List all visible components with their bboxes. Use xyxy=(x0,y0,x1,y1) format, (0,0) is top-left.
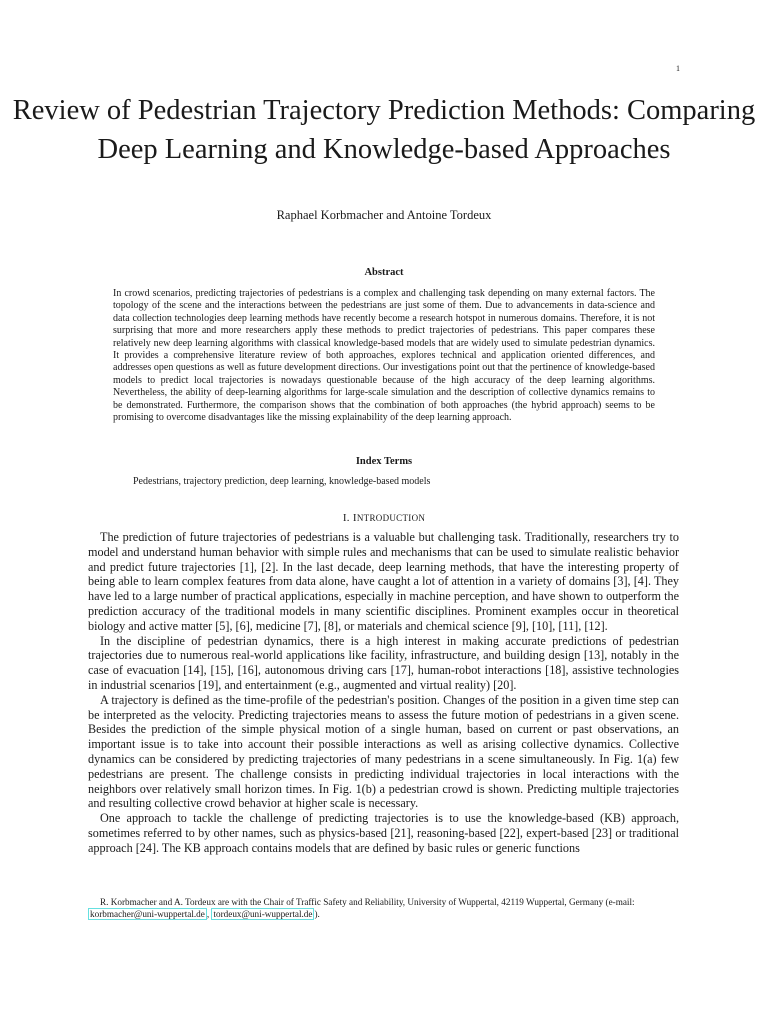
footnote-separator: , xyxy=(206,909,210,919)
paper-authors: Raphael Korbmacher and Antoine Tordeux xyxy=(276,208,492,222)
paragraph: One approach to tackle the challenge of predicting trajectories is to use the knowledge-based (KB) approach, sometimes referred to by other names, such as physics-based [21], reasoning-based [22], expert-based [23] or traditional approach [24]. The KB approach contains models that are defined by basic rules or generic functions xyxy=(88,811,679,855)
section-numeral: I. xyxy=(342,512,350,524)
paragraph: The prediction of future trajectories of pedestrians is a valuable but challenging task. Traditionally, researchers try to model and understand human behavior with simple rules and mechanisms that can be used to simulate realistic behavior and predict future trajectories [1], [2]. In the last decade, deep learning methods, that have the interesting property of being able to learn complex features from data alone, have caught a lot of attention in a variety of domains [3], [4]. They have led to a large number of practical applications, especially in machine perception, and have shown to outperform the prediction accuracy of the traditional models in many scientific disciplines. Prominent examples occur in theoretical biology and active matter [5], [6], medicine [7], [8], or materials and chemical science [9], [10], [11], [12]. xyxy=(88,530,679,633)
paper-title: Review of Pedestrian Trajectory Prediction Methods: Comparing Deep Learning and Knowledge-based Approaches xyxy=(12,95,756,165)
page-number: 1 xyxy=(676,64,680,73)
section-title-rest: NTRODUCTION xyxy=(356,513,426,523)
section-body xyxy=(88,530,679,856)
footnote-text: R. Korbmacher and A. Tordeux are with the Chair of Traffic Safety and Reliability, University of Wuppertal, 42119 Wuppertal, Germany (e-mail: xyxy=(100,897,635,907)
footnote-end: ). xyxy=(314,909,320,919)
author-footnote xyxy=(88,896,679,920)
index-terms-text: Pedestrians, trajectory prediction, deep learning, knowledge-based models xyxy=(133,476,431,487)
paragraph: In the discipline of pedestrian dynamics, there is a high interest in making accurate predictions of pedestrian trajectories due to numerous real-world applications like facility, infrastructure, and building design [13], notably in the case of evacuation [14], [15], [16], autonomous driving cars [17], human-robot interactions [18], assistive technologies in industrial scenarios [19], and entertainment (e.g., augmented and virtual reality) [20]. xyxy=(88,633,679,692)
paragraph: A trajectory is defined as the time-profile of the pedestrian's position. Changes of the position in a given time step can be interpreted as the velocity. Predicting trajectories means to assess the future motion of pedestrians in a given scene. Besides the prediction of the simple physical motion of a single human, based on current or past observations, an important issue is to take into account their possible interactions as well as arising collective dynamics. Collective dynamics can be considered by predicting trajectories of many pedestrians in a scene simultaneously. In Fig. 1(a) few pedestrians are present. The challenge consists in predicting individual trajectories in local interactions with the neighbors over relatively small horizon times. In Fig. 1(b) a pedestrian crowd is shown. Predicting multiple trajectories and resulting collective crowd behavior at higher scale is necessary. xyxy=(88,692,679,811)
index-terms-heading: Index Terms xyxy=(355,456,413,467)
section-title-initial: I xyxy=(352,512,357,524)
abstract-heading: Abstract xyxy=(364,267,404,278)
email-link-korbmacher[interactable]: korbmacher@uni-wuppertal.de xyxy=(90,909,205,919)
abstract-text: In crowd scenarios, predicting trajectories of pedestrians is a complex and challenging task depending on many external factors. The topology of the scene and the interactions between the pedestrians are just some of them. Due to advancements in data-science and data collection technologies deep learning methods have recently become a research hotspot in numerous domains. Therefore, it is not surprising that more and more researchers apply these methods to predict trajectories of pedestrians. This paper compares these relatively new deep learning algorithms with classical knowledge-based models that are widely used to simulate pedestrian dynamics. It provides a comprehensive literature review of both approaches, explores technical and application oriented differences, and addresses open questions as well as future development directions. Our investigations point out that the pertinence of knowledge-based models to predict local trajectories is nowadays questionable because of the high accuracy of the deep learning algorithms. Nevertheless, the ability of deep-learning algorithms for large-scale simulation and the description of collective dynamics remains to be demonstrated. Furthermore, the comparison shows that the combination of both approaches (the hybrid approach) seems to be promising to overcome disadvantages like the missing explainability of the deep learning approach. xyxy=(113,288,655,424)
section-heading xyxy=(0,512,768,524)
email-link-tordeux[interactable]: tordeux@uni-wuppertal.de xyxy=(213,909,313,919)
